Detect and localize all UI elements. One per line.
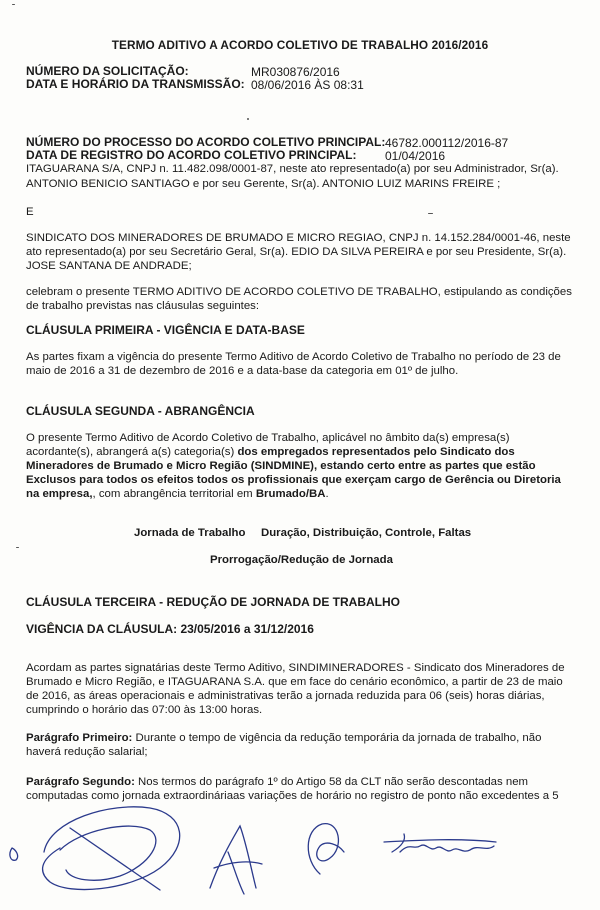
- transmission-label: DATA E HORÁRIO DA TRANSMISSÃO:: [26, 77, 245, 91]
- paragraph1-line2: haverá redução salarial;: [26, 746, 148, 758]
- paragraph2-line2: computadas como jornada extraordináriaas variações de horário no registro de ponto não excedentes a 5: [26, 790, 559, 802]
- request-number-value: MR030876/2016: [251, 65, 340, 79]
- scan-speck: [16, 547, 19, 548]
- clause3-line2: Brumado e Micro Região, e ITAGUARANA S.A. que em face do cenário econômico, a partir de 23 de maio: [26, 676, 563, 688]
- clause1-line2: maio de 2016 a 31 de dezembro de 2016 e a data-base da categoria em 01º de julho.: [26, 365, 459, 377]
- clause2-title: CLÁUSULA SEGUNDA - ABRANGÊNCIA: [26, 404, 255, 418]
- clause2-line2: [26, 445, 584, 459]
- clause2-line3: Mineradores de Brumado e Micro Região (SINDMINE), estando certo entre as partes que estão: [26, 460, 536, 472]
- process-value: 46782.000112/2016-87: [385, 136, 509, 150]
- clause1-title: CLÁUSULA PRIMEIRA - VIGÊNCIA E DATA-BASE: [26, 323, 305, 337]
- clause3-line4: cumprindo o horário das 07:00 às 13:00 horas.: [26, 704, 263, 716]
- clause2-line4: Exclusos para todos os efeitos todos os profissionais que exerçam cargo de Gerência ou Diretoria: [26, 474, 561, 486]
- group-right: Duração, Distribuição, Controle, Faltas: [261, 527, 472, 539]
- group-left: Jornada de Trabalho: [134, 527, 246, 539]
- signature-mark-small: [10, 848, 18, 860]
- signatures: [0, 790, 600, 910]
- clause2-line5-end: .: [325, 488, 329, 500]
- signature-oval-large: [43, 807, 180, 890]
- paragraph2-label: Parágrafo Segundo:: [26, 776, 135, 788]
- party2-line3: JOSE SANTANA DE ANDRADE;: [26, 260, 192, 272]
- clause1-line1: As partes fixam a vigência do presente Termo Aditivo de Acordo Coletivo de Trabalho no período de 23 de: [26, 351, 561, 363]
- signature-scribble: [384, 834, 496, 852]
- party1-line1: ITAGUARANA S/A, CNPJ n. 11.482.098/0001-87, neste ato representado(a) por seu Administrador, Sr(a).: [26, 163, 559, 175]
- clause3-title: CLÁUSULA TERCEIRA - REDUÇÃO DE JORNADA DE TRABALHO: [26, 595, 400, 609]
- clause2-line1: O presente Termo Aditivo de Acordo Coletivo de Trabalho, aplicável no âmbito da(s) empresa(s): [26, 432, 510, 444]
- party1-line2: ANTONIO BENICIO SANTIAGO e por seu Gerente, Sr(a). ANTONIO LUIZ MARINS FREIRE ;: [26, 178, 501, 190]
- signature-oval-inner: [60, 826, 156, 880]
- party2-line2: ato representado(a) por seu Secretário Geral, Sr(a). EDIO DA SILVA PEREIRA e por seu Presidente, Sr(a).: [26, 246, 567, 258]
- process-label: NÚMERO DO PROCESSO DO ACORDO COLETIVO PRINCIPAL:: [26, 135, 386, 149]
- group-sub: Prorrogação/Redução de Jornada: [210, 554, 393, 566]
- transmission-value: 08/06/2016 ÀS 08:31: [251, 78, 364, 92]
- paragraph2-text: Nos termos do parágrafo 1º do Artigo 58 da CLT não serão descontadas nem: [134, 776, 529, 788]
- clause3-validity: VIGÊNCIA DA CLÁUSULA: 23/05/2016 a 31/12/2016: [26, 622, 314, 636]
- clause2-line5-bold-a: na empresa,: [26, 488, 93, 500]
- paragraph2-line1: [26, 775, 584, 789]
- conjunction: E: [26, 206, 34, 218]
- clause2-line5: [26, 487, 584, 501]
- clause3-line1: Acordam as partes signatárias deste Termo Aditivo, SINDIMINERADORES - Sindicato dos Mineradores de: [26, 662, 565, 674]
- signature-initial-3: [308, 824, 344, 874]
- paragraph1-label: Parágrafo Primeiro:: [26, 732, 133, 744]
- intro-line2: de trabalho previstas nas cláusulas seguintes:: [26, 300, 260, 312]
- clause2-line5-bold-c: Brumado/BA: [255, 488, 326, 500]
- clause2-line5-plain: , com abrangência territorial em: [92, 488, 256, 500]
- clause3-line3: de 2016, as áreas operacionais e administrativas terão a jornada reduzida para 06 (seis) horas diárias,: [26, 690, 545, 702]
- clause2-line2-bold: dos empregados representados pelo Sindicato dos: [237, 446, 515, 458]
- request-number-label: NÚMERO DA SOLICITAÇÃO:: [26, 64, 189, 78]
- registration-label: DATA DE REGISTRO DO ACORDO COLETIVO PRINCIPAL:: [26, 148, 357, 162]
- intro-line1: celebram o presente TERMO ADITIVO DE ACORDO COLETIVO DE TRABALHO, estipulando as condições: [26, 286, 572, 298]
- scan-speck: [12, 4, 15, 5]
- paragraph1-line1: [26, 731, 584, 745]
- paragraph1-text: Durante o tempo de vigência da redução temporária da jornada de trabalho, não: [132, 732, 542, 744]
- signature-initial-2: [210, 826, 262, 894]
- scan-speck: [428, 213, 433, 214]
- clause2-line2-plain: acordante(s), abrangerá a(s) categoria(s): [26, 446, 238, 458]
- registration-value: 01/04/2016: [385, 149, 446, 163]
- document-title: TERMO ADITIVO A ACORDO COLETIVO DE TRABALHO 2016/2016: [111, 38, 489, 52]
- scan-speck: [247, 118, 249, 120]
- party2-line1: SINDICATO DOS MINERADORES DE BRUMADO E MICRO REGIAO, CNPJ n. 14.152.284/0001-46, neste: [26, 232, 571, 244]
